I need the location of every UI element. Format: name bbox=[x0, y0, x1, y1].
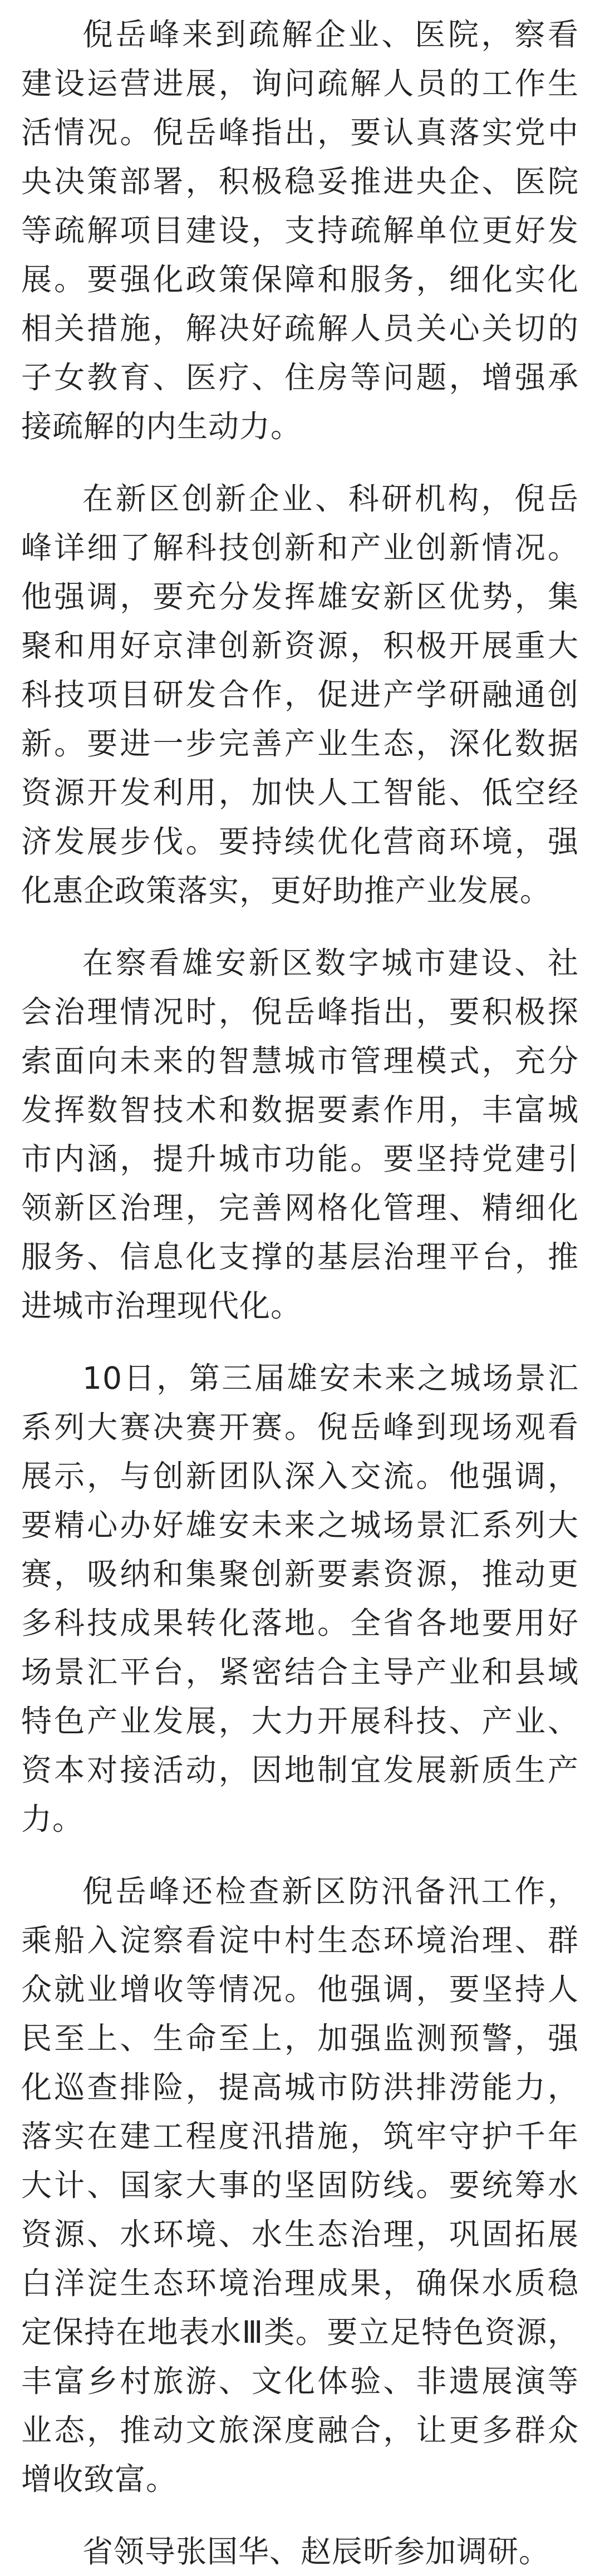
paragraph-digital-city: 在察看雄安新区数字城市建设、社会治理情况时，倪岳峰指出，要积极探索面向未来的智慧城市管理模式，充分发挥数智技术和数据要素作用，丰富城市内涵，提升城市功能。要坚持党建引领新区治理，完善网格化管理、精细化服务、信息化支撑的基层治理平台，推进城市治理现代化。 bbox=[21, 945, 579, 1324]
paragraph-attendees: 省领导张国华、赵辰昕参加调研。 bbox=[82, 2534, 550, 2569]
paragraph-scenario-competition: 10日，第三届雄安未来之城场景汇系列大赛决赛开赛。倪岳峰到现场观看展示，与创新团队深入交流。他强调，要精心办好雄安未来之城场景汇系列大赛，吸纳和集聚创新要素资源，推动更多科技成果转化落地。全省各地要用好场景汇平台，紧密结合主导产业和县域特色产业发展，大力开展科技、产业、资本对接活动，因地制宜发展新质生产力。 bbox=[21, 1360, 579, 1837]
article-body bbox=[21, 10, 579, 2576]
paragraph-tech-innovation: 在新区创新企业、科研机构，倪岳峰详细了解科技创新和产业创新情况。他强调，要充分发挥雄安新区优势，集聚和用好京津创新资源，积极开展重大科技项目研发合作，促进产学研融通创新。要进一步完善产业生态，深化数据资源开发利用，加快人工智能、低空经济发展步伐。要持续优化营商环境，强化惠企政策落实，更好助推产业发展。 bbox=[21, 481, 579, 908]
paragraph-flood-control: 倪岳峰还检查新区防汛备汛工作，乘船入淀察看淀中村生态环境治理、群众就业增收等情况。他强调，要坚持人民至上、生命至上，加强监测预警，强化巡查排险，提高城市防洪排涝能力，落实在建工程度汛措施，筑牢守护千年大计、国家大事的坚固防线。要统筹水资源、水环境、水生态治理，巩固拓展白洋淀生态环境治理成果，确保水质稳定保持在地表水Ⅲ类。要立足特色资源，丰富乡村旅游、文化体验、非遗展演等业态，推动文旅深度融合，让更多群众增收致富。 bbox=[21, 1874, 579, 2497]
paragraph-relocated-units: 倪岳峰来到疏解企业、医院，察看建设运营进展，询问疏解人员的工作生活情况。倪岳峰指出，要认真落实党中央决策部署，积极稳妥推进央企、医院等疏解项目建设，支持疏解单位更好发展。要强化政策保障和服务，细化实化相关措施，解决好疏解人员关心关切的子女教育、医疗、住房等问题，增强承接疏解的内生动力。 bbox=[21, 17, 579, 444]
